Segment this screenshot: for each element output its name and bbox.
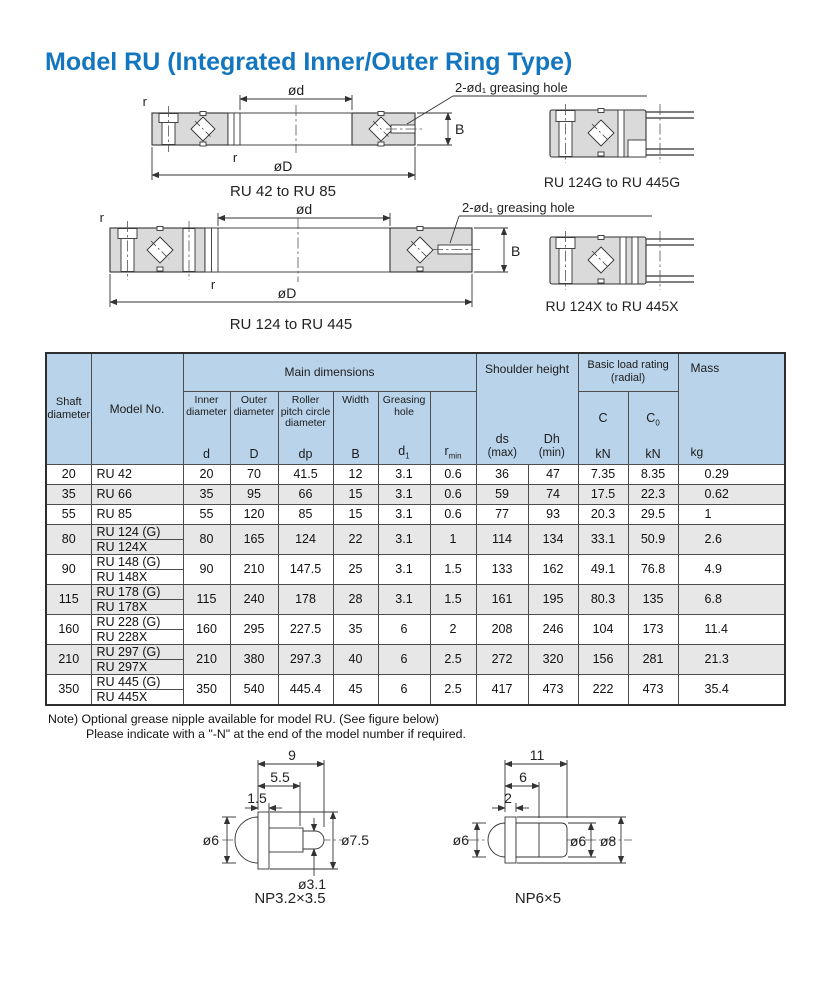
dim-label-d: ød	[287, 82, 305, 98]
dim-label: ø6	[569, 833, 587, 849]
table-cell: 35	[183, 485, 230, 505]
dim-label: ø6	[452, 832, 469, 848]
table-cell: 0.6	[430, 465, 476, 485]
nipple-shaft	[516, 823, 567, 857]
table-cell: 28	[333, 585, 378, 615]
table-cell: 115	[46, 585, 91, 615]
drawing-caption: NP3.2×3.5	[254, 890, 326, 907]
table-cell: 281	[628, 645, 678, 675]
dim-label-B: B	[511, 243, 521, 259]
bearing-drawings	[0, 78, 828, 346]
table-cell: 85	[278, 505, 333, 525]
table-row	[46, 525, 785, 540]
table-cell: 21.3	[678, 645, 785, 675]
table-cell: 160	[183, 615, 230, 645]
dim-label: ø6	[202, 832, 219, 848]
col-header-model-no: Model No.	[91, 353, 183, 465]
table-cell: 295	[230, 615, 278, 645]
table-cell: 1	[678, 505, 785, 525]
group-header-shoulder-height: Shoulder height ds (max) Dh (min)	[476, 353, 578, 465]
table-cell: 350	[183, 675, 230, 705]
table-cell: 417	[476, 675, 528, 705]
col-header-shaft-diameter: Shaft diameter	[46, 353, 91, 465]
table-cell: RU 124 (G)	[91, 525, 183, 540]
nipple-tip	[303, 831, 324, 849]
table-cell: 3.1	[378, 525, 430, 555]
dim-label-r: r	[210, 277, 216, 292]
dim-label: 5.5	[270, 769, 290, 785]
table-cell: 76.8	[628, 555, 678, 585]
dim-label: ø8	[599, 833, 617, 849]
table-cell: 41.5	[278, 465, 333, 485]
dim-label-r: r	[142, 94, 147, 109]
table-body	[46, 465, 785, 705]
table-cell: 227.5	[278, 615, 333, 645]
table-cell: 124	[278, 525, 333, 555]
table-cell: RU 42	[91, 465, 183, 485]
table-cell: 134	[528, 525, 578, 555]
table-cell: RU 228 (G)	[91, 615, 183, 630]
table-cell: 35.4	[678, 675, 785, 705]
dim-label-B: B	[455, 121, 465, 137]
table-cell: 29.5	[628, 505, 678, 525]
dim-label: 11	[529, 747, 545, 763]
table-cell: 20	[46, 465, 91, 485]
table-cell: 49.1	[578, 555, 628, 585]
drawing-caption: RU 124X to RU 445X	[545, 298, 679, 314]
col-header-c0: $C_0$ kN	[628, 391, 678, 464]
table-cell: 208	[476, 615, 528, 645]
col-header-inner-diameter: Inner diameter d	[183, 391, 230, 464]
nipple-flange	[258, 812, 269, 869]
table-cell: 210	[46, 645, 91, 675]
nipple-shaft	[269, 828, 303, 852]
table-cell: 80.3	[578, 585, 628, 615]
table-row	[46, 505, 785, 525]
table-cell: 20.3	[578, 505, 628, 525]
table-cell: 33.1	[578, 525, 628, 555]
table-cell: 222	[578, 675, 628, 705]
dim-label-r: r	[232, 150, 238, 165]
table-cell: 0.29	[678, 465, 785, 485]
spec-table	[45, 352, 786, 706]
table-cell: 115	[183, 585, 230, 615]
table-cell: 1.5	[430, 585, 476, 615]
drawing-ru124x-445x	[545, 231, 694, 314]
table-cell: 22.3	[628, 485, 678, 505]
drawing-ru124g-445g	[544, 104, 694, 190]
table-cell: 93	[528, 505, 578, 525]
table-cell: 3.1	[378, 555, 430, 585]
table-cell: 246	[528, 615, 578, 645]
grease-nipple-drawings	[0, 728, 828, 920]
table-cell: 8.35	[628, 465, 678, 485]
table-cell: 15	[333, 505, 378, 525]
table-cell: RU 148X	[91, 570, 183, 585]
table-cell: 47	[528, 465, 578, 485]
table-cell: 0.62	[678, 485, 785, 505]
table-cell: 80	[183, 525, 230, 555]
table-cell: 6	[378, 675, 430, 705]
greasing-hole-label: 2-ød₁ greasing hole	[455, 80, 568, 95]
table-cell: 70	[230, 465, 278, 485]
table-cell: RU 178X	[91, 600, 183, 615]
nipple-dome	[488, 823, 505, 857]
table-row	[46, 485, 785, 505]
table-cell: 2.5	[430, 675, 476, 705]
table-cell: RU 85	[91, 505, 183, 525]
table-cell: 135	[628, 585, 678, 615]
table-cell: 0.6	[430, 485, 476, 505]
table-cell: 74	[528, 485, 578, 505]
table-cell: RU 297X	[91, 660, 183, 675]
table-cell: 3.1	[378, 485, 430, 505]
drawing-np3-2x3-5	[203, 747, 370, 907]
table-cell: 445.4	[278, 675, 333, 705]
table-cell: 104	[578, 615, 628, 645]
table-cell: 195	[528, 585, 578, 615]
table-cell: 178	[278, 585, 333, 615]
dim-label-d: ød	[295, 201, 313, 217]
table-cell: 12	[333, 465, 378, 485]
table-cell: 22	[333, 525, 378, 555]
table-cell: 80	[46, 525, 91, 555]
table-row	[46, 675, 785, 690]
table-cell: 320	[528, 645, 578, 675]
table-cell: 272	[476, 645, 528, 675]
table-cell: 161	[476, 585, 528, 615]
dim-label: ø7.5	[341, 832, 370, 848]
group-header-load-rating: Basic load rating (radial)	[578, 353, 678, 391]
table-cell: 2.6	[678, 525, 785, 555]
table-cell: 210	[183, 645, 230, 675]
nipple-counterbore	[628, 140, 646, 157]
table-cell: 17.5	[578, 485, 628, 505]
dim-label: 6	[519, 769, 527, 785]
table-cell: 350	[46, 675, 91, 705]
table-cell: 35	[46, 485, 91, 505]
table-cell: 25	[333, 555, 378, 585]
table-cell: 7.35	[578, 465, 628, 485]
table-cell: 3.1	[378, 585, 430, 615]
table-cell: RU 66	[91, 485, 183, 505]
col-header-outer-diameter: Outer diameter D	[230, 391, 278, 464]
table-cell: 6.8	[678, 585, 785, 615]
table-cell: RU 445X	[91, 690, 183, 705]
table-cell: 90	[46, 555, 91, 585]
table-cell: 2	[430, 615, 476, 645]
col-header-mass: Mass kg	[678, 353, 785, 465]
table-row	[46, 645, 785, 660]
drawing-caption: RU 124G to RU 445G	[543, 174, 681, 190]
dim-label: 2	[504, 790, 512, 806]
table-cell: 1	[430, 525, 476, 555]
dim-label: 9	[288, 747, 296, 763]
table-cell: 2.5	[430, 645, 476, 675]
table-cell: 380	[230, 645, 278, 675]
col-header-greasing-hole: Greasing hole $d_1$	[378, 391, 430, 464]
table-cell: 90	[183, 555, 230, 585]
table-cell: 35	[333, 615, 378, 645]
table-cell: RU 297 (G)	[91, 645, 183, 660]
footnote-line: Note) Optional grease nipple available for model RU. (See figure below)	[48, 712, 439, 726]
table-cell: 473	[628, 675, 678, 705]
drawing-caption: RU 42 to RU 85	[230, 183, 336, 200]
nipple-dome	[235, 817, 258, 863]
table-cell: 133	[476, 555, 528, 585]
table-cell: 40	[333, 645, 378, 675]
table-row	[46, 465, 785, 485]
table-cell: 50.9	[628, 525, 678, 555]
table-cell: RU 178 (G)	[91, 585, 183, 600]
table-cell: 3.1	[378, 505, 430, 525]
table-cell: RU 124X	[91, 540, 183, 555]
col-header-rmin: $r_{min}$	[430, 391, 476, 464]
table-cell: 4.9	[678, 555, 785, 585]
table-cell: 36	[476, 465, 528, 485]
table-cell: 120	[230, 505, 278, 525]
table-cell: 20	[183, 465, 230, 485]
drawing-caption: RU 124 to RU 445	[229, 316, 353, 333]
dim-label-r: r	[99, 210, 104, 225]
table-row	[46, 585, 785, 600]
table-cell: 3.1	[378, 465, 430, 485]
table-cell: 156	[578, 645, 628, 675]
greasing-hole-label: 2-ød₁ greasing hole	[462, 200, 575, 215]
table-cell: 114	[476, 525, 528, 555]
page-title: Model RU (Integrated Inner/Outer Ring Type)	[45, 48, 573, 76]
drawing-np6x5	[453, 747, 632, 907]
group-header-main-dimensions: Main dimensions	[183, 353, 476, 391]
table-cell: 540	[230, 675, 278, 705]
footnote-line: Please indicate with a "-N" at the end of the model number if required.	[86, 727, 466, 742]
dim-label: ø3.1	[297, 876, 327, 892]
table-cell: RU 445 (G)	[91, 675, 183, 690]
table-row	[46, 555, 785, 570]
table-cell: 6	[378, 645, 430, 675]
table-cell: 162	[528, 555, 578, 585]
col-header-pitch-diameter: Roller pitch circle diameter dp	[278, 391, 333, 464]
dim-label-D: øD	[277, 285, 297, 301]
col-header-width: Width B	[333, 391, 378, 464]
table-cell: 210	[230, 555, 278, 585]
table-cell: 55	[46, 505, 91, 525]
table-cell: 11.4	[678, 615, 785, 645]
col-header-c: C kN	[578, 391, 628, 464]
table-cell: 160	[46, 615, 91, 645]
dim-label-D: øD	[273, 158, 293, 174]
table-cell: 77	[476, 505, 528, 525]
table-cell: 45	[333, 675, 378, 705]
table-cell: 147.5	[278, 555, 333, 585]
table-cell: 473	[528, 675, 578, 705]
table-cell: 66	[278, 485, 333, 505]
table-cell: 95	[230, 485, 278, 505]
table-cell: 55	[183, 505, 230, 525]
table-cell: RU 228X	[91, 630, 183, 645]
table-cell: 240	[230, 585, 278, 615]
table-cell: 173	[628, 615, 678, 645]
table-cell: 6	[378, 615, 430, 645]
nipple-flange	[505, 817, 516, 863]
dim-label: 1.5	[247, 790, 267, 806]
drawing-caption: NP6×5	[514, 890, 562, 907]
table-cell: 59	[476, 485, 528, 505]
table-cell: 0.6	[430, 505, 476, 525]
table-row	[46, 615, 785, 630]
table-cell: 297.3	[278, 645, 333, 675]
table-cell: RU 148 (G)	[91, 555, 183, 570]
table-cell: 15	[333, 485, 378, 505]
table-cell: 165	[230, 525, 278, 555]
table-cell: 1.5	[430, 555, 476, 585]
